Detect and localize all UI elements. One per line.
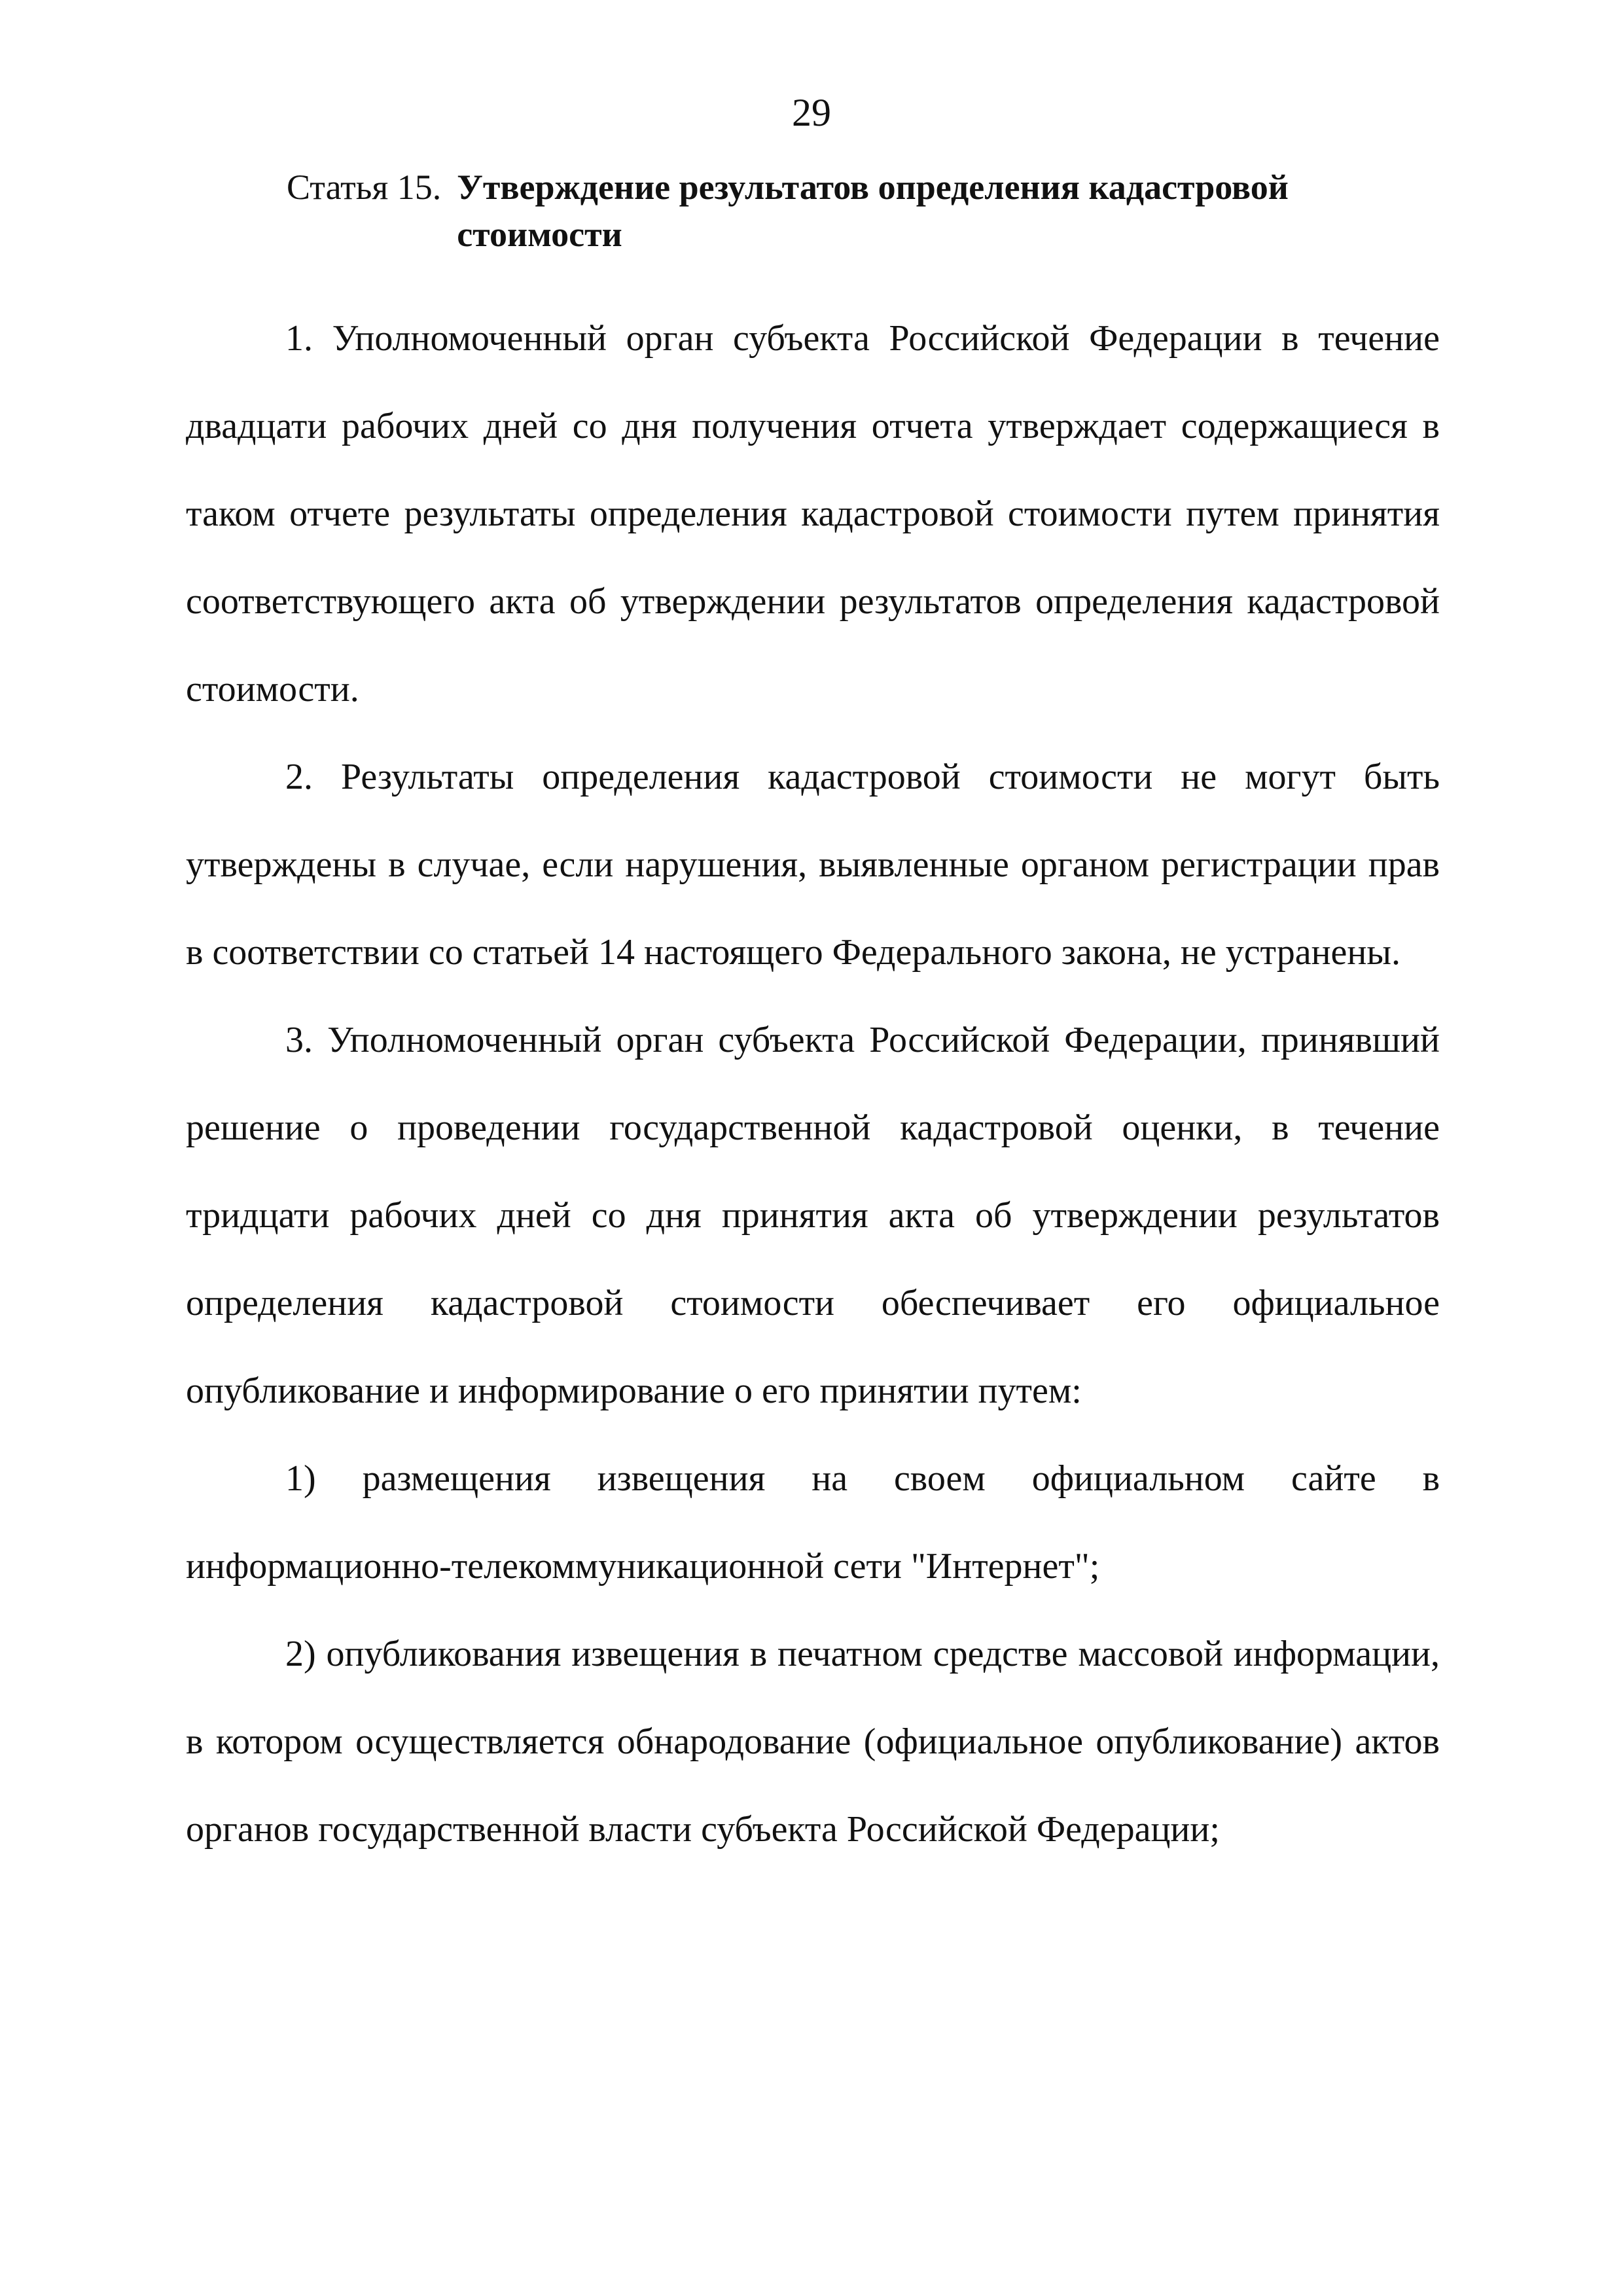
subitem-text: опубликования извещения в печатном средстве массовой информации, в котором осуществляется обнародование (официальное опубликование) актов органов государственной власти субъекта Российской Федерации; xyxy=(186,1634,1440,1850)
paragraph-1 xyxy=(186,295,1440,733)
paragraph-text: Уполномоченный орган субъекта Российской Федерации, принявший решение о проведении государственной кадастровой оценки, в течение тридцати рабочих дней со дня принятия акта об утверждении результатов определения кадастровой стоимости обеспечивает его официальное опубликование и информирование о его принятии путем: xyxy=(186,1020,1440,1411)
paragraph-number: 2. xyxy=(285,757,313,797)
paragraph-number: 3. xyxy=(285,1020,313,1060)
subitem-number: 2) xyxy=(285,1634,316,1674)
paragraph-2 xyxy=(186,733,1440,996)
article-title: Утверждение результатов определения кадастровой стоимости xyxy=(457,168,1289,254)
page-number: 29 xyxy=(792,91,831,134)
subitem-2 xyxy=(186,1610,1440,1873)
article-body xyxy=(186,295,1440,1873)
subitem-number: 1) xyxy=(285,1458,316,1499)
paragraph-number: 1. xyxy=(285,318,313,359)
paragraph-text: Результаты определения кадастровой стоимости не могут быть утверждены в случае, если нарушения, выявленные органом регистрации прав в соответствии со статьей 14 настоящего Федерального закона, не устранены. xyxy=(186,757,1440,973)
subitem-1 xyxy=(186,1435,1440,1610)
article-label: Статья 15. xyxy=(287,168,442,207)
paragraph-text: Уполномоченный орган субъекта Российской Федерации в течение двадцати рабочих дней со дня получения отчета утверждает содержащиеся в таком отчете результаты определения кадастровой стоимости путем принятия соответствующего акта об утверждении результатов определения кадастровой стоимости. xyxy=(186,318,1440,709)
subitem-text: размещения извещения на своем официальном сайте в информационно-телекоммуникационной сети "Интернет"; xyxy=(186,1458,1440,1587)
article-heading xyxy=(287,164,1504,258)
paragraph-3 xyxy=(186,996,1440,1435)
